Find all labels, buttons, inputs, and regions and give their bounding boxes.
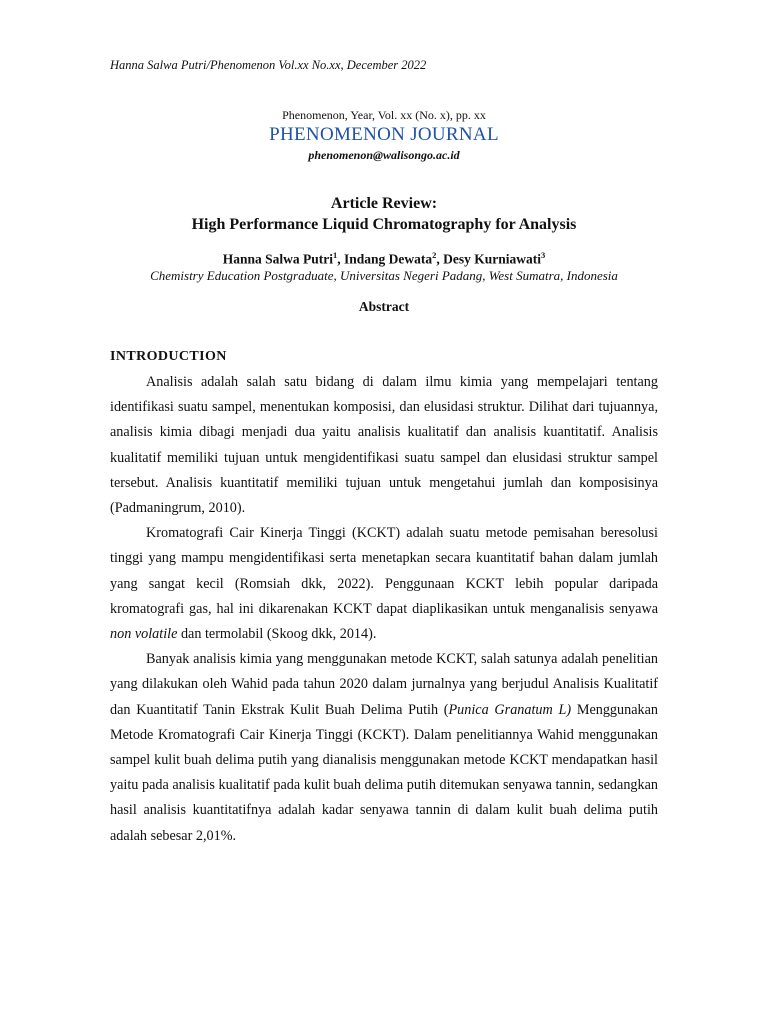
journal-email: phenomenon@walisongo.ac.id — [308, 148, 460, 162]
author-separator: , — [337, 251, 344, 267]
author-affiliation-mark: 2 — [432, 250, 437, 260]
paragraph — [110, 521, 658, 647]
paragraph-text: Menggunakan Metode Kromatografi Cair Kinerja Tinggi (KCKT). Dalam penelitiannya Wahid menggunakan sampel kulit buah delima putih yang dianalisis menggunakan metode KCKT mendapatkan hasil yaitu pada analisis kualitatif pada kulit buah delima putih ditemukan senyawa tannin, sedangkan hasil analisis kuantitatifnya adalah kadar senyawa tannin di dalam kulit buah delima putih adalah sebesar 2,01%. — [110, 701, 658, 844]
author-affiliation-mark: 1 — [333, 250, 338, 260]
affiliation: Chemistry Education Postgraduate, Universitas Negeri Padang, West Sumatra, Indonesia — [150, 268, 618, 283]
article-title: High Performance Liquid Chromatography for Analysis — [191, 216, 577, 233]
journal-name: PHENOMENON JOURNAL — [269, 124, 499, 145]
paragraph-text: Kromatografi Cair Kinerja Tinggi (KCKT) adalah suatu metode pemisahan beresolusi tinggi yang mampu mengidentifikasi serta menetapkan secara kuantitatif bahan dalam jumlah yang sangat kecil (Romsiah dkk, 2022). Penggunaan KCKT lebih popular daripada kromatografi gas, hal ini dikarenakan KCKT dapat diaplikasikan untuk menganalisis senyawa — [110, 525, 658, 617]
article-type: Article Review: — [330, 195, 438, 212]
abstract-heading: Abstract — [358, 299, 410, 314]
italic-term: Punica Granatum L) — [448, 701, 572, 718]
paragraph-text: Banyak analisis kimia yang menggunakan metode KCKT, salah satunya adalah penelitian yang dilakukan oleh Wahid pada tahun 2020 dalam jurnalnya yang berjudul Analisis Kualitatif dan Kuantitatif Tanin Ekstrak Kulit Buah Delima Putih ( — [110, 651, 658, 718]
journal-meta: Phenomenon, Year, Vol. xx (No. x), pp. xx — [282, 108, 486, 122]
paragraph: Analisis adalah salah satu bidang di dalam ilmu kimia yang mempelajari tentang identifikasi suatu sampel, menentukan komposisi, dan elusidasi struktur. Dilihat dari tujuannya, analisis kimia dibagi menjadi dua yaitu analisis kualitatif dan analisis kuantitatif. Analisis kualitatif memiliki tujuan untuk mengidentifikasi suatu sampel dan elusidasi struktur sampel tersebut. Analisis kuantitatif memiliki tujuan untuk mengetahui jumlah dan komposisinya (Padmaningrum, 2010). — [110, 374, 658, 517]
italic-term: non volatile — [110, 626, 178, 643]
section-heading-introduction: INTRODUCTION — [110, 349, 227, 364]
introduction-body — [110, 370, 658, 849]
author-affiliation-mark: 3 — [541, 250, 546, 260]
paragraph-text: dan termolabil (Skoog dkk, 2014). — [177, 626, 377, 643]
paragraph — [110, 647, 658, 849]
author-name: Desy Kurniawati — [443, 251, 542, 267]
author-list — [0, 250, 768, 268]
author-name: Indang Dewata — [344, 251, 433, 267]
author-name: Hanna Salwa Putri — [222, 251, 333, 267]
running-header: Hanna Salwa Putri/Phenomenon Vol.xx No.xx, December 2022 — [110, 58, 427, 72]
author-separator: , — [436, 251, 444, 267]
